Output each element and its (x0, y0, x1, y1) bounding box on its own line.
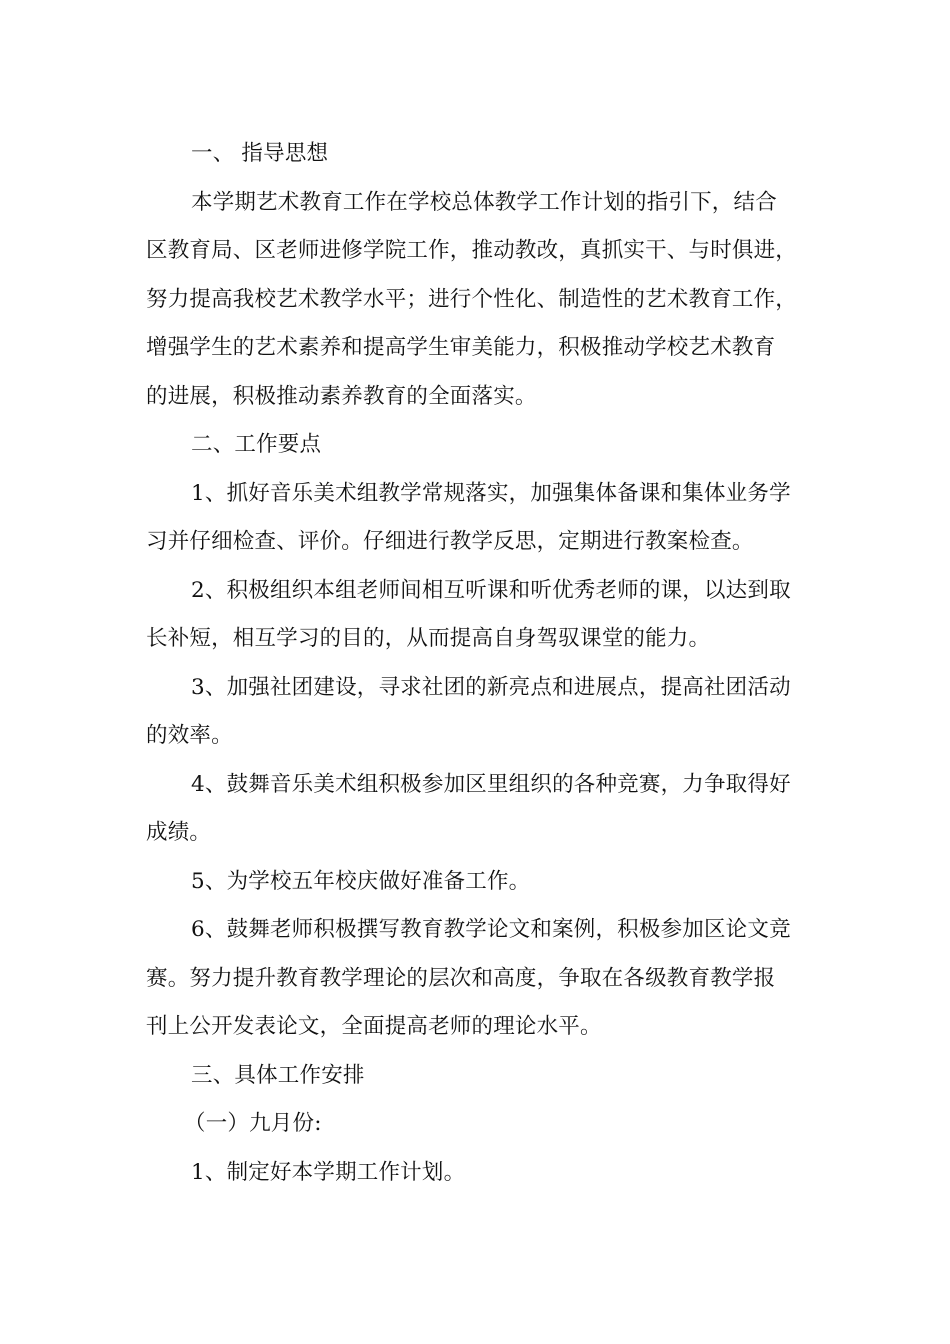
list-item-line: 的效率。 (146, 723, 233, 748)
section-heading-guiding-ideology: 一、 指导思想 (191, 141, 329, 166)
list-item-line: 4、鼓舞音乐美术组积极参加区里组织的各种竞赛，力争取得好 (191, 771, 791, 797)
list-item-line: 1、制定好本学期工作计划。 (191, 1159, 466, 1185)
section-heading-work-arrangement: 三、具体工作安排 (191, 1062, 365, 1088)
list-item-line: 6、鼓舞老师积极撰写教育教学论文和案例，积极参加区论文竞 (191, 917, 791, 942)
list-item-line: 长补短，相互学习的目的，从而提高自身驾驭课堂的能力。 (146, 626, 711, 651)
paragraph-line: 本学期艺术教育工作在学校总体教学工作计划的指引下，结合 (191, 189, 777, 215)
list-item-line: 3、加强社团建设，寻求社团的新亮点和进展点，提高社团活动 (191, 674, 791, 700)
paragraph-line: 的进展，积极推动素养教育的全面落实。 (146, 383, 537, 409)
section-heading-work-points: 二、工作要点 (191, 432, 322, 457)
paragraph-line: 区教育局、区老师进修学院工作，推动教改，真抓实干、与时俱进， (146, 238, 798, 263)
list-item-line: 5、为学校五年校庆做好准备工作。 (191, 868, 531, 894)
paragraph-line: 增强学生的艺术素养和提高学生审美能力，积极推动学校艺术教育 (146, 335, 776, 360)
list-item-line: 1、抓好音乐美术组教学常规落实，加强集体备课和集体业务学 (191, 480, 791, 506)
list-item-line: 习并仔细检查、评价。仔细进行教学反思，定期进行教案检查。 (146, 529, 754, 554)
list-item-line: 刊上公开发表论文，全面提高老师的理论水平。 (146, 1014, 602, 1039)
document-body (146, 130, 826, 1197)
list-item-line: 赛。努力提升教育教学理论的层次和高度，争取在各级教育教学报 (146, 965, 776, 991)
list-item-line: 成绩。 (146, 820, 212, 845)
list-item-line: 2、积极组织本组老师间相互听课和听优秀老师的课，以达到取 (191, 577, 791, 603)
sub-heading-september: （一）九月份: (184, 1111, 322, 1136)
paragraph-line: 努力提高我校艺术教学水平；进行个性化、制造性的艺术教育工作， (146, 286, 798, 312)
